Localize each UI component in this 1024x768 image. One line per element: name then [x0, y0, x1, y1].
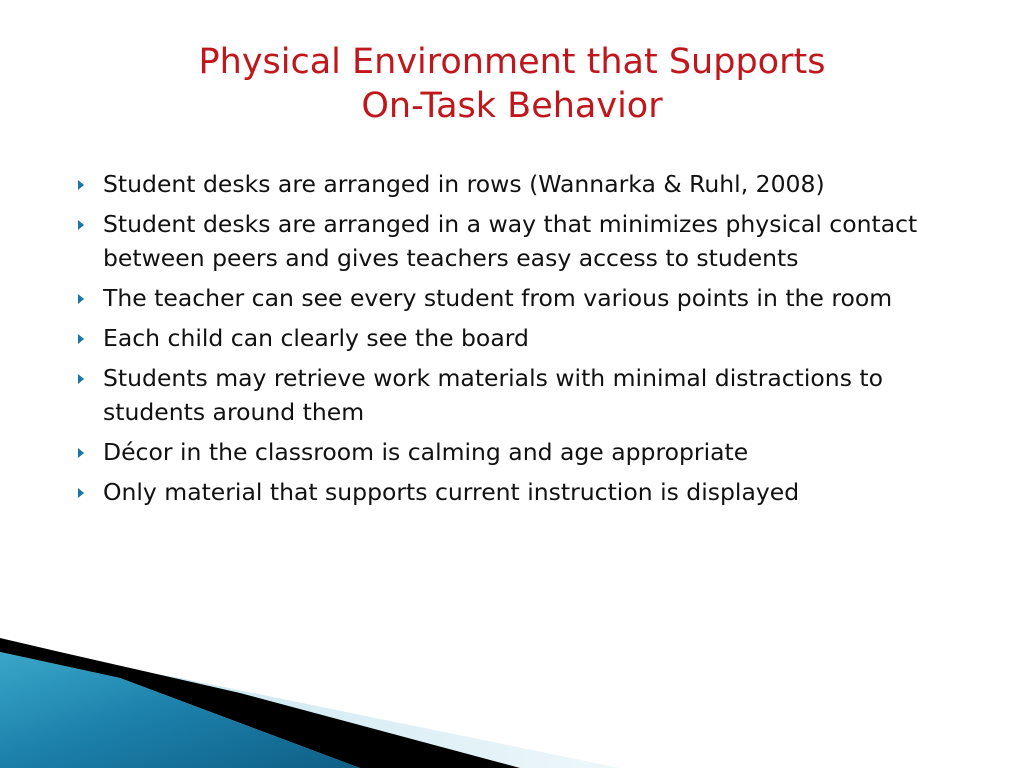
triangle-right-icon: [78, 374, 84, 384]
bullet-item: [78, 361, 958, 429]
triangle-right-icon: [78, 334, 84, 344]
bullet-item: [78, 435, 958, 469]
triangle-right-icon: [78, 294, 84, 304]
bullet-text: Students may retrieve work materials with minimal distractions to students around them: [103, 364, 883, 426]
bullet-text: Student desks are arranged in a way that minimizes physical contact between peers and gives teachers easy access to students: [103, 210, 918, 272]
bullet-text: Student desks are arranged in rows (Wannarka & Ruhl, 2008): [103, 170, 825, 198]
bullet-text: Décor in the classroom is calming and age appropriate: [103, 438, 749, 466]
slide-title: [60, 40, 964, 128]
triangle-right-icon: [78, 448, 84, 458]
triangle-right-icon: [78, 180, 84, 190]
bullet-item: [78, 281, 958, 315]
bullet-list: [78, 167, 958, 515]
title-line-1: Physical Environment that Supports: [198, 42, 826, 82]
bullet-item: [78, 475, 958, 509]
bullet-text: Only material that supports current instruction is displayed: [103, 478, 800, 506]
bullet-item: [78, 167, 958, 201]
bullet-item: [78, 321, 958, 355]
bullet-text: Each child can clearly see the board: [103, 324, 529, 352]
bullet-item: [78, 207, 958, 275]
bullet-text: The teacher can see every student from various points in the room: [103, 284, 893, 312]
title-line-2: On-Task Behavior: [361, 86, 663, 126]
triangle-right-icon: [78, 220, 84, 230]
decorative-wave: [0, 638, 1024, 768]
triangle-right-icon: [78, 488, 84, 498]
